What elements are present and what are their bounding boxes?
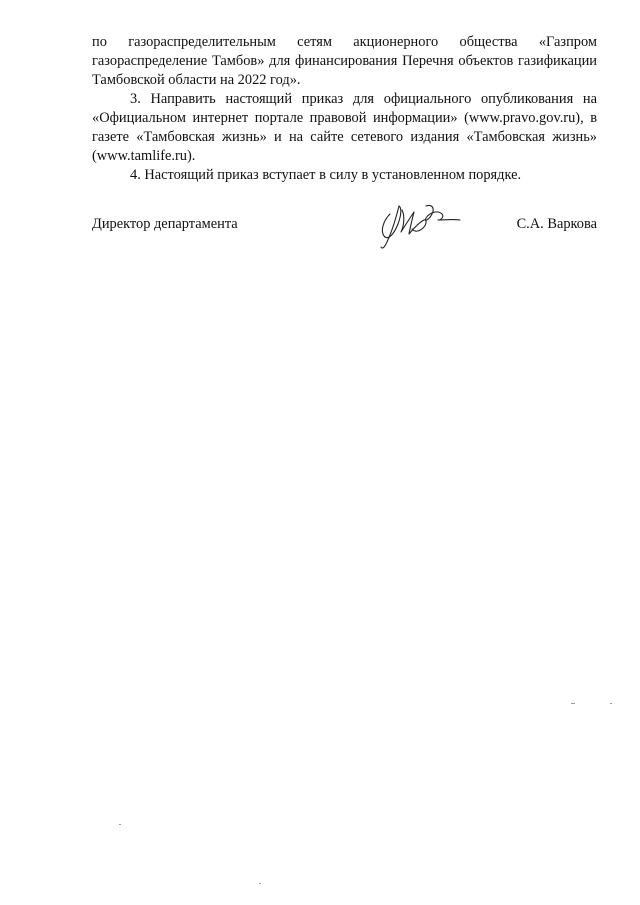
signature-block bbox=[92, 210, 597, 250]
document-body bbox=[92, 33, 597, 185]
handwritten-signature bbox=[372, 198, 467, 250]
paragraph-item-3: 3. Направить настоящий приказ для официального опубликования на «Официальном интернет портале правовой информации» (www.pravo.gov.ru), в газете «Тамбовская жизнь» и на сайте сетевого издания «Тамбовская жизнь» (www.tamlife.ru). bbox=[92, 91, 597, 164]
scan-speck bbox=[610, 703, 612, 704]
scan-speck bbox=[571, 703, 575, 704]
paragraph-continuation: по газораспределительным сетям акционерного общества «Газпром газораспределение Тамбов» для финансирования Перечня объектов газификации Тамбовской области на 2022 год». bbox=[92, 34, 597, 88]
paragraph-item-4: 4. Настоящий приказ вступает в силу в установленном порядке. bbox=[130, 167, 522, 183]
scan-speck bbox=[259, 883, 261, 884]
signatory-title: Директор департамента bbox=[92, 216, 238, 232]
scan-speck bbox=[119, 824, 121, 825]
signatory-name: С.А. Варкова bbox=[516, 216, 597, 232]
